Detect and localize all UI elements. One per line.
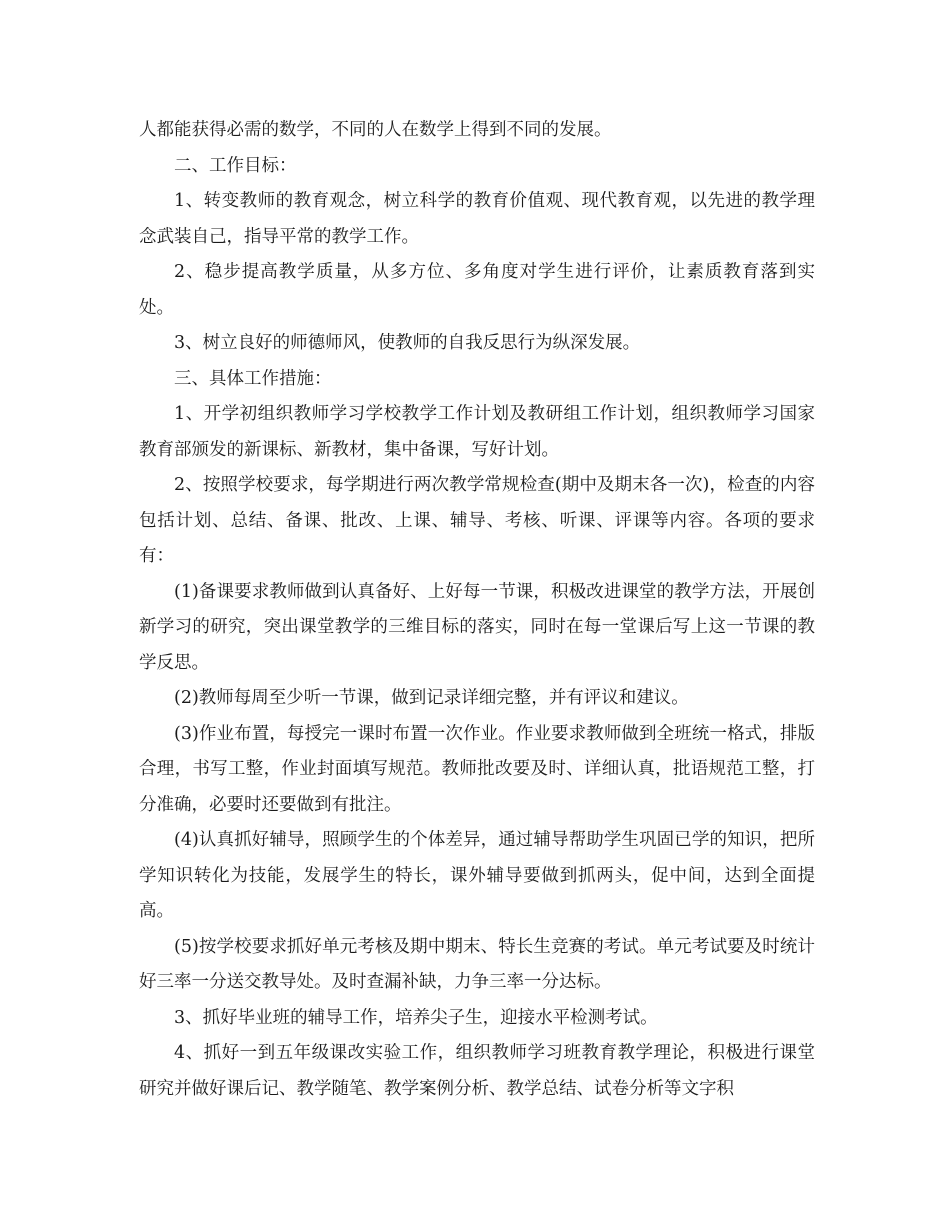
requirement-item-1: (1)备课要求教师做到认真备好、上好每一节课，积极改进课堂的教学方法，开展创新学习的研究，突出课堂教学的三维目标的落实，同时在每一堂课后写上这一节课的教学反思。: [139, 581, 815, 673]
heading-work-measures: 三、具体工作措施：: [174, 368, 332, 389]
measure-item-4: 4、抓好一到五年级课改实验工作，组织教师学习班教育教学理论，积极进行课堂研究并做好课后记、教学随笔、教学案例分析、教学总结、试卷分析等文字积: [139, 1043, 815, 1099]
requirement-item-2: (2)教师每周至少听一节课，做到记录详细完整，并有评议和建议。: [174, 688, 689, 708]
measure-item-2: 2、按照学校要求，每学期进行两次教学常规检查(期中及期末各一次)，检查的内容包括计划、总结、备课、批改、上课、辅导、考核、听课、评课等内容。各项的要求有：: [139, 475, 815, 566]
measure-item-3: 3、抓好毕业班的辅导工作，培养尖子生，迎接水平检测考试。: [174, 1007, 658, 1028]
heading-work-goals: 二、工作目标：: [174, 155, 297, 176]
requirement-item-5: (5)按学校要求抓好单元考核及期中期末、特长生竞赛的考试。单元考试要及时统计好三率一分送交教导处。及时查漏补缺，力争三率一分达标。: [139, 936, 815, 992]
document-body: [139, 113, 815, 1107]
paragraph-continuation: 人都能获得必需的数学，不同的人在数学上得到不同的发展。: [139, 120, 612, 140]
requirement-item-3: (3)作业布置，每授完一课时布置一次作业。作业要求教师做到全班统一格式，排版合理，书写工整，作业封面填写规范。教师批改要及时、详细认真，批语规范工整，打分准确，必要时还要做到有批注。: [139, 723, 815, 815]
goal-item-2: 2、稳步提高教学质量，从多方位、多角度对学生进行评价，让素质教育落到实处。: [139, 262, 815, 318]
requirement-item-4: (4)认真抓好辅导，照顾学生的个体差异，通过辅导帮助学生巩固已学的知识，把所学知识转化为技能，发展学生的特长，课外辅导要做到抓两头，促中间，达到全面提高。: [139, 830, 815, 921]
goal-item-3: 3、树立良好的师德师风，使教师的自我反思行为纵深发展。: [174, 333, 641, 353]
goal-item-1: 1、转变教师的教育观念，树立科学的教育价值观、现代教育观，以先进的教学理念武装自己，指导平常的教学工作。: [139, 191, 815, 247]
measure-item-1: 1、开学初组织教师学习学校教学工作计划及教研组工作计划，组织教师学习国家教育部颁发的新课标、新教材，集中备课，写好计划。: [139, 404, 815, 460]
